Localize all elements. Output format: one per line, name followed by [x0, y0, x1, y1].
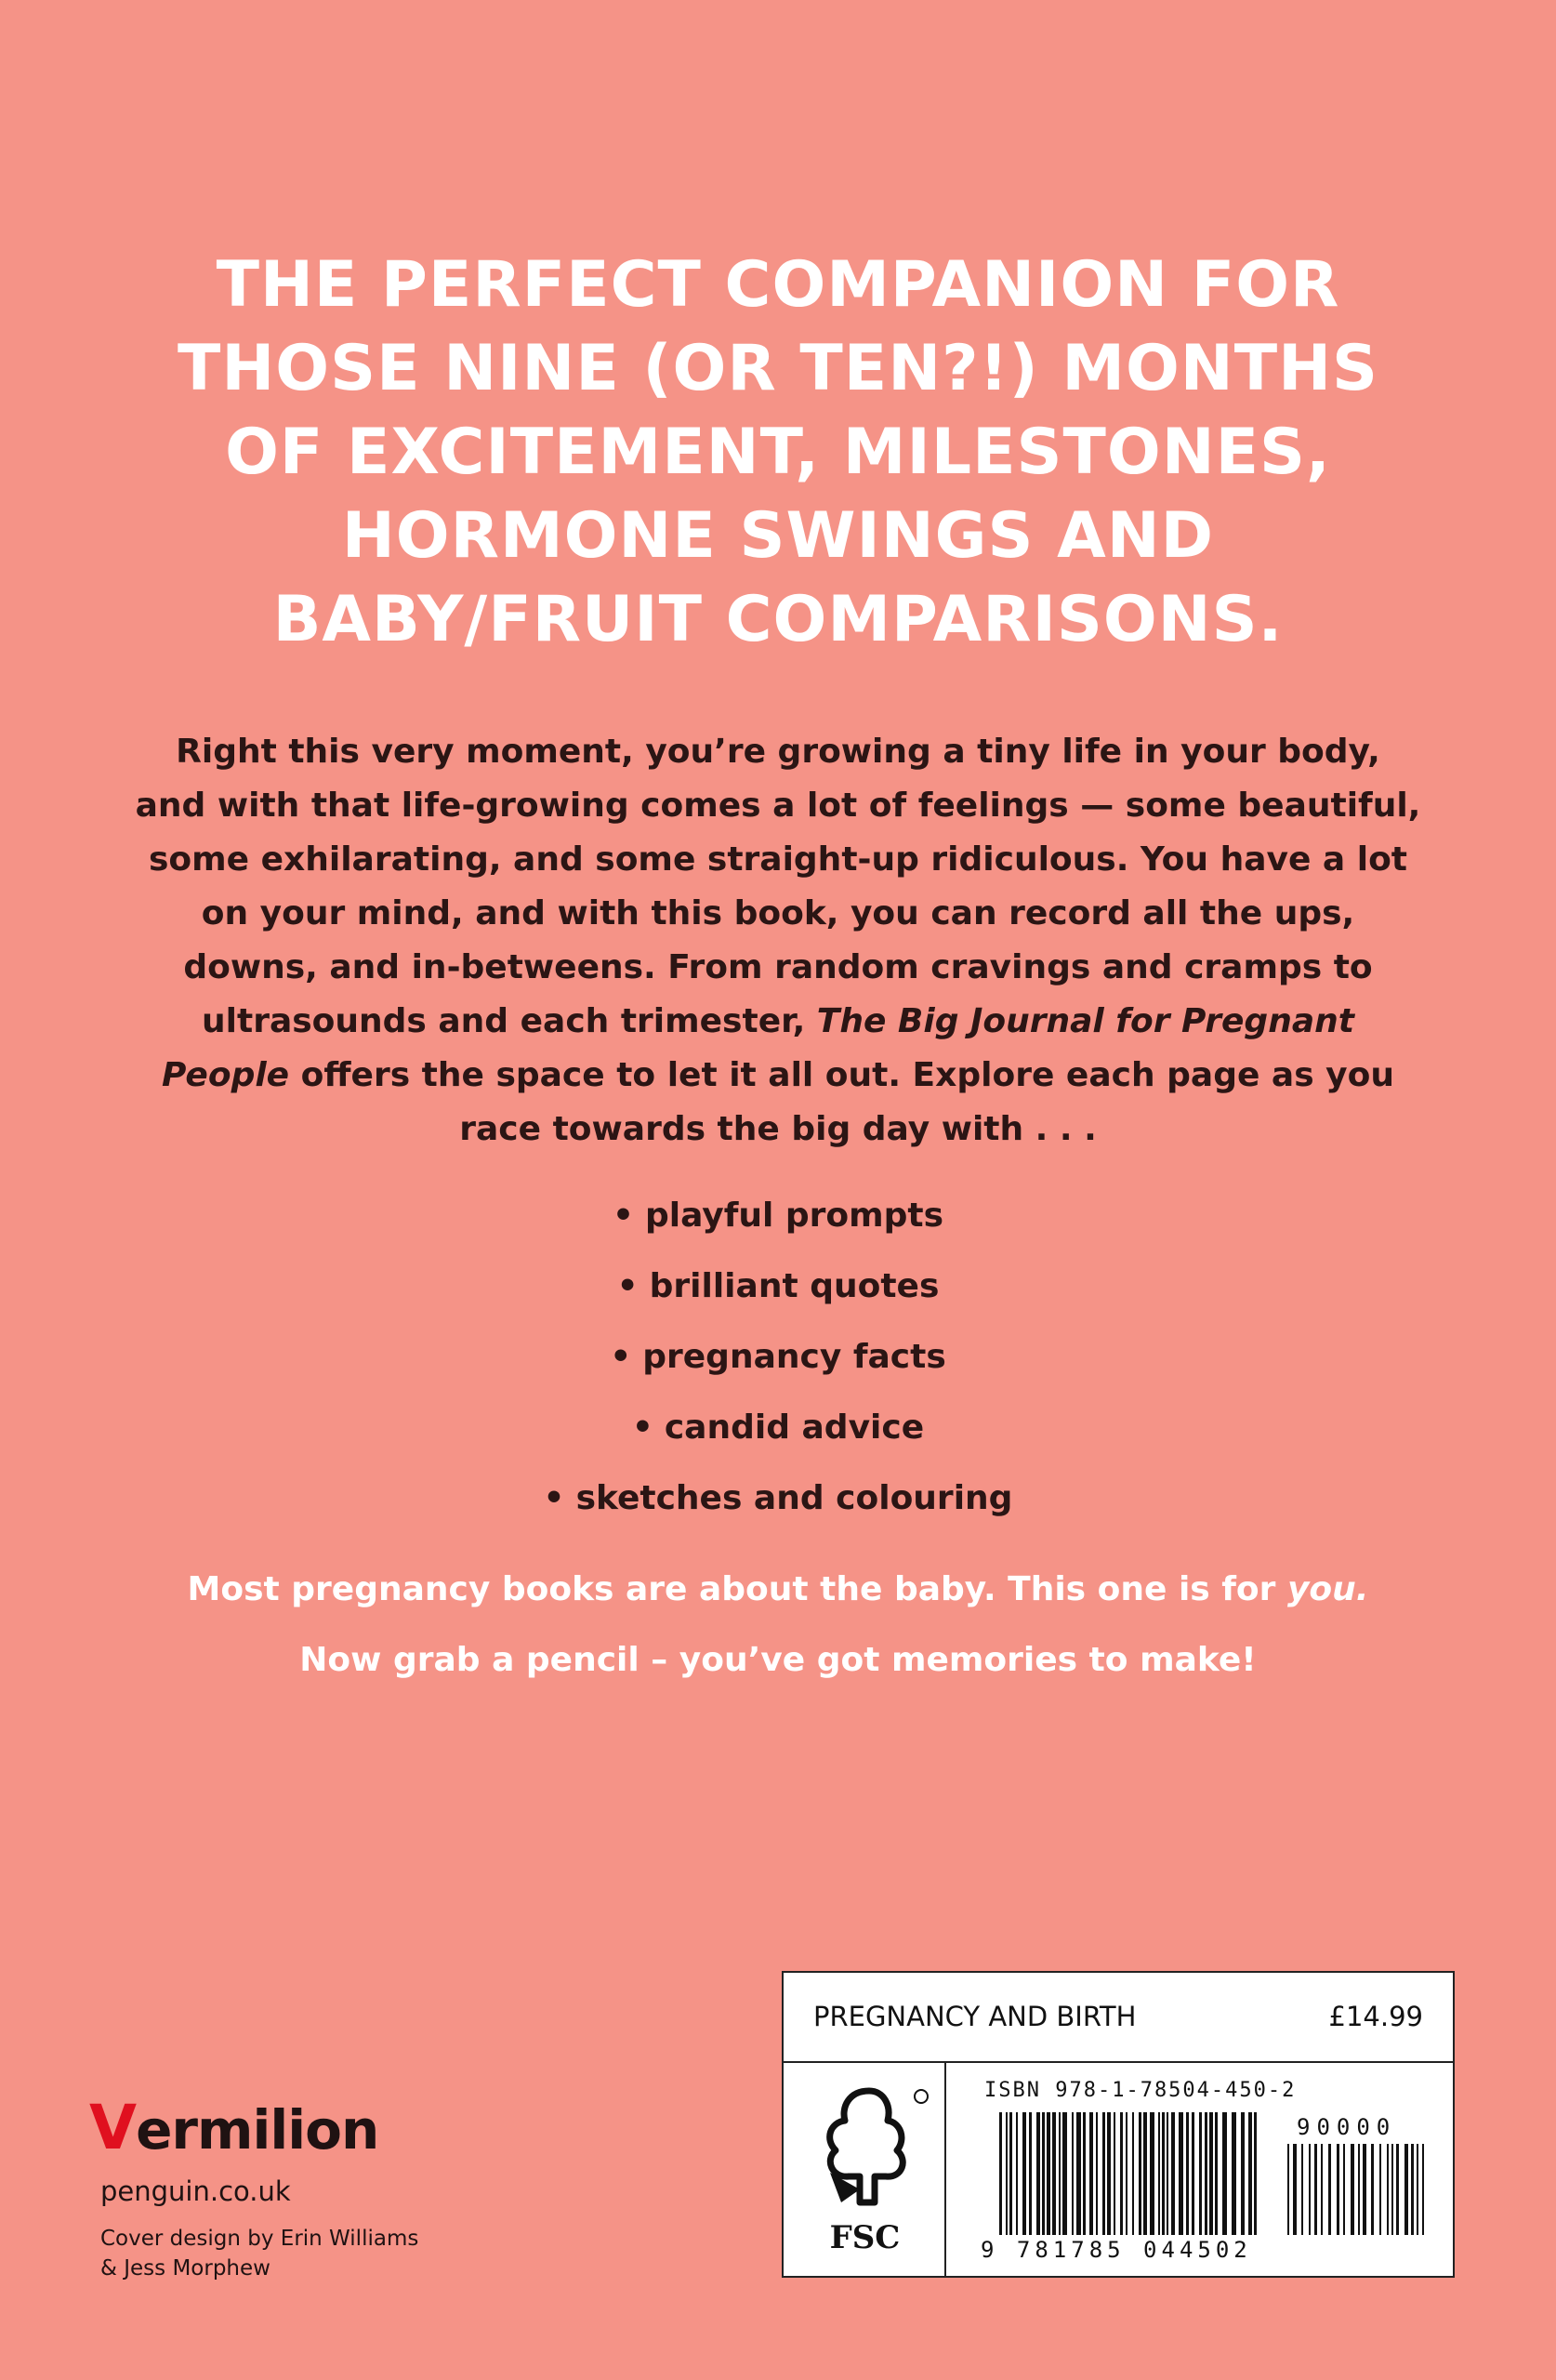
- barcode-bar: [1059, 2112, 1061, 2235]
- ean-digits: 9 781785 044502: [981, 2237, 1252, 2263]
- barcode-bar: [1171, 2112, 1175, 2235]
- barcode-bar: [1167, 2112, 1168, 2235]
- credit-line: & Jess Morphew: [100, 2256, 270, 2281]
- fsc-tree-icon: [784, 2063, 946, 2221]
- barcode-bar: [1126, 2112, 1127, 2235]
- bullet-icon: •: [612, 1197, 634, 1235]
- addon-bar: [1404, 2144, 1408, 2235]
- addon-bar: [1301, 2144, 1303, 2235]
- barcode-bar: [1222, 2112, 1227, 2235]
- headline-line: BABY/FRUIT COMPARISONS.: [272, 583, 1284, 656]
- blurb-line: downs, and in-betweens. From random cravings and cramps to: [183, 948, 1373, 986]
- barcode-bar: [1062, 2112, 1067, 2235]
- bullet-icon: •: [543, 1479, 565, 1517]
- barcode-bar: [1158, 2112, 1160, 2235]
- barcode-bar: [1150, 2112, 1154, 2235]
- barcode-bar: [1083, 2112, 1086, 2235]
- barcode-bar: [1036, 2112, 1040, 2235]
- blurb-text: ultrasounds and each trimester,: [202, 1002, 817, 1040]
- addon-bar: [1321, 2144, 1323, 2235]
- addon-bar: [1343, 2144, 1345, 2235]
- addon-bar: [1287, 2144, 1289, 2235]
- bullet-icon: •: [631, 1408, 653, 1447]
- barcode-bar: [1120, 2112, 1123, 2235]
- isbn-number: ISBN 978-1-78504-450-2: [984, 2079, 1297, 2102]
- closing-text: [0, 1562, 1556, 1703]
- book-title: People: [162, 1056, 290, 1094]
- fsc-logo: [784, 2063, 946, 2276]
- barcode-bar: [1215, 2112, 1218, 2235]
- addon-bar: [1391, 2144, 1393, 2235]
- barcode-bar: [1186, 2112, 1189, 2235]
- barcode-bar: [1143, 2112, 1147, 2235]
- headline-line: THOSE NINE (OR TEN?!) MONTHS: [178, 332, 1378, 405]
- logo-wordmark: ermilion: [136, 2098, 379, 2162]
- barcode-bar: [1192, 2112, 1194, 2235]
- barcode-bar: [1006, 2112, 1008, 2235]
- blurb-line: [0, 995, 1556, 1049]
- barcode-bar: [1107, 2112, 1111, 2235]
- list-item-text: candid advice: [664, 1408, 925, 1447]
- logo-initial: V: [89, 2092, 137, 2163]
- barcode-bar: [1162, 2112, 1165, 2235]
- list-item-text: playful prompts: [644, 1197, 944, 1235]
- closing-line: Now grab a pencil – you’ve got memories to make!: [299, 1641, 1257, 1679]
- barcode-bar: [1096, 2112, 1098, 2235]
- blurb-paragraph: [0, 725, 1556, 1157]
- list-item: [0, 1259, 1556, 1329]
- addon-bar: [1363, 2144, 1366, 2235]
- addon-bar: [1371, 2144, 1374, 2235]
- barcode-bar: [1047, 2112, 1050, 2235]
- barcode-bar: [1029, 2112, 1032, 2235]
- addon-bar: [1422, 2144, 1424, 2235]
- blurb-line: Right this very moment, you’re growing a tiny life in your body,: [176, 733, 1380, 771]
- barcode-bar: [1232, 2112, 1236, 2235]
- list-item: [0, 1329, 1556, 1400]
- fsc-label: FSC: [829, 2219, 901, 2256]
- list-item: [0, 1471, 1556, 1541]
- addon-bar: [1379, 2144, 1381, 2235]
- barcode-bar: [1022, 2112, 1026, 2235]
- credit-line: Cover design by Erin Williams: [100, 2227, 419, 2251]
- addon-bar: [1396, 2144, 1399, 2235]
- blurb-line: on your mind, and with this book, you can record all the ups,: [201, 894, 1355, 932]
- closing-line: [0, 1562, 1556, 1633]
- barcode-bar: [1072, 2112, 1074, 2235]
- barcode-bar: [1089, 2112, 1093, 2235]
- barcode-bar: [1209, 2112, 1213, 2235]
- barcode-bar: [1254, 2112, 1257, 2235]
- blurb-line: some exhilarating, and some straight-up ridiculous. You have a lot: [148, 840, 1408, 879]
- cover-credit: [100, 2224, 418, 2283]
- category-price-row: [784, 1973, 1453, 2063]
- publisher-website: penguin.co.uk: [100, 2175, 291, 2207]
- addon-bar: [1314, 2144, 1317, 2235]
- bullet-icon: •: [610, 1338, 632, 1376]
- list-item: [0, 1400, 1556, 1471]
- addon-bar: [1337, 2144, 1339, 2235]
- addon-bar: [1417, 2144, 1418, 2235]
- barcode-bar: [1114, 2112, 1115, 2235]
- list-item-text: pregnancy facts: [642, 1338, 946, 1376]
- barcode-bar: [1205, 2112, 1207, 2235]
- headline-line: HORMONE SWINGS AND: [341, 499, 1215, 573]
- addon-bar: [1293, 2144, 1297, 2235]
- barcode-bar: [1052, 2112, 1056, 2235]
- barcode-bar: [1179, 2112, 1183, 2235]
- closing-emphasis: you.: [1286, 1570, 1369, 1608]
- list-item: [0, 1188, 1556, 1259]
- headline: [0, 244, 1556, 662]
- addon-bar: [1387, 2144, 1389, 2235]
- addon-bar: [1328, 2144, 1331, 2235]
- blurb-text: offers the space to let it all out. Explore each page as you: [289, 1056, 1394, 1094]
- blurb-line: race towards the big day with . . .: [459, 1110, 1097, 1148]
- barcode-bar: [1016, 2112, 1018, 2235]
- book-title: The Big Journal for Pregnant: [816, 1002, 1354, 1040]
- addon-digits: 90000: [1297, 2114, 1397, 2140]
- barcode-box: [782, 1971, 1455, 2278]
- list-item-text: brilliant quotes: [649, 1267, 940, 1305]
- barcode-bar: [1132, 2112, 1134, 2235]
- vermilion-logo: [89, 2092, 378, 2163]
- barcode-bar: [1076, 2112, 1081, 2235]
- closing-text-part: Most pregnancy books are about the baby. This one is for: [187, 1570, 1287, 1608]
- addon-bar: [1351, 2144, 1354, 2235]
- barcode-bar: [1241, 2112, 1245, 2235]
- barcode-bar: [1248, 2112, 1252, 2235]
- barcode-bar: [1102, 2112, 1105, 2235]
- headline-line: OF EXCITEMENT, MILESTONES,: [225, 416, 1331, 489]
- barcode-bar: [1009, 2112, 1012, 2235]
- addon-bar: [1411, 2144, 1414, 2235]
- barcode-bar: [1199, 2112, 1202, 2235]
- barcode-bar: [1042, 2112, 1045, 2235]
- barcode-bar: [1139, 2112, 1141, 2235]
- list-item-text: sketches and colouring: [575, 1479, 1013, 1517]
- category-label: PREGNANCY AND BIRTH: [813, 2001, 1137, 2032]
- bullet-icon: •: [616, 1267, 639, 1305]
- feature-list: [0, 1188, 1556, 1541]
- addon-bar: [1358, 2144, 1360, 2235]
- headline-line: THE PERFECT COMPANION FOR: [216, 248, 1340, 322]
- barcode-bar: [999, 2112, 1002, 2235]
- price-label: £14.99: [1328, 2001, 1423, 2032]
- blurb-line: and with that life-growing comes a lot of feelings — some beautiful,: [135, 787, 1421, 825]
- addon-bar: [1309, 2144, 1311, 2235]
- blurb-line: [0, 1049, 1556, 1103]
